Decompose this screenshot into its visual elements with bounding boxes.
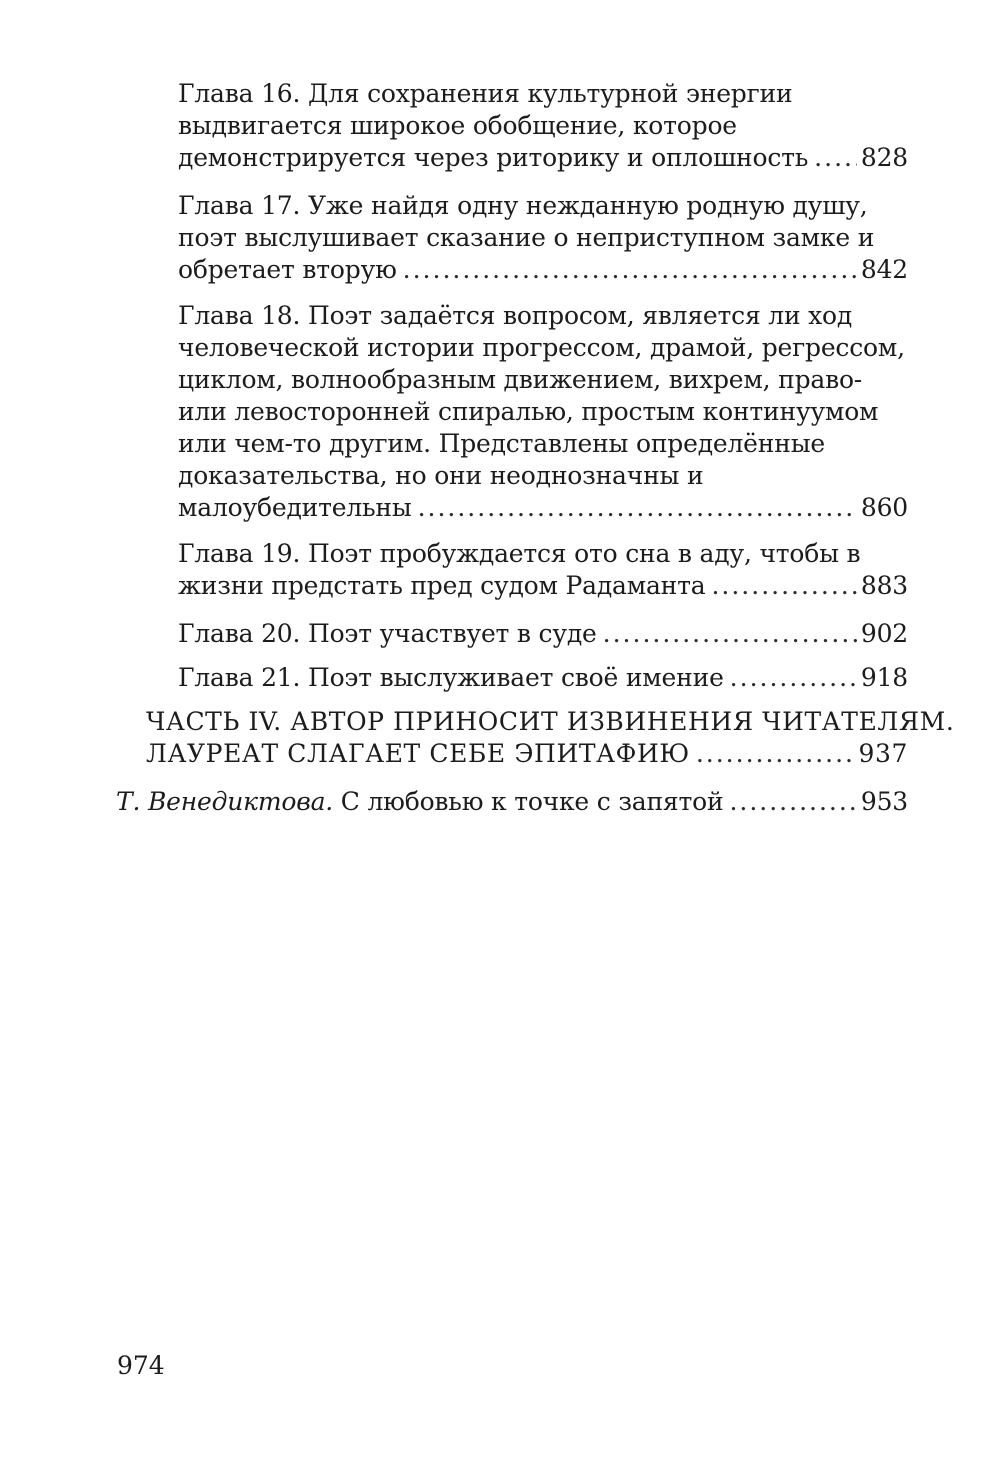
dot-leader — [729, 786, 856, 818]
dot-leader — [814, 142, 857, 174]
entry-line: Глава 21. Поэт выслуживает своё имение — [178, 663, 724, 692]
entry-last-line — [116, 786, 908, 818]
entry-line: ЛАУРЕАТ СЛАГАЕТ СЕБЕ ЭПИТАФИЮ — [146, 739, 690, 768]
toc-entry-chapter-17 — [178, 190, 908, 286]
toc-entry-chapter-20 — [178, 618, 908, 650]
page-reference: 828 — [860, 143, 908, 172]
author-name: Т. Венедиктова. — [116, 787, 334, 816]
page-folio: 974 — [117, 1351, 165, 1380]
entry-line: выдвигается широкое обобщение, которое — [178, 111, 737, 140]
dot-leader — [603, 618, 857, 650]
dot-leader — [696, 738, 855, 770]
page-reference: 937 — [858, 739, 908, 768]
page-reference: 860 — [860, 493, 908, 522]
entry-line: или левосторонней спиралью, простым континуумом — [178, 397, 879, 426]
dot-leader — [418, 492, 857, 524]
toc-entry-chapter-19 — [178, 538, 908, 602]
dot-leader — [403, 254, 857, 286]
entry-line: демонстрируется через риторику и оплошность — [178, 143, 809, 172]
entry-line: обретает вторую — [178, 255, 397, 284]
entry-line: циклом, волнообразным движением, вихрем, право- — [178, 365, 863, 394]
entry-last-line — [178, 570, 908, 602]
entry-line: жизни предстать пред судом Радаманта — [178, 571, 706, 600]
entry-line: доказательства, но они неоднозначны и — [178, 461, 704, 490]
entry-line: Глава 16. Для сохранения культурной энергии — [178, 79, 793, 108]
toc-entry-chapter-16 — [178, 78, 908, 174]
entry-line: С любовью к точке с запятой — [340, 787, 724, 816]
entry-line: ЧАСТЬ IV. АВТОР ПРИНОСИТ ИЗВИНЕНИЯ ЧИТАТЕЛЯМ. — [146, 707, 955, 736]
toc-entry-chapter-18 — [178, 300, 908, 524]
page-reference: 902 — [860, 619, 908, 648]
entry-text — [116, 786, 723, 818]
entry-line: поэт выслушивает сказание о неприступном замке и — [178, 223, 875, 252]
entry-line: человеческой истории прогрессом, драмой, регрессом, — [178, 333, 905, 362]
entry-last-line — [178, 254, 908, 286]
page-reference: 842 — [860, 255, 908, 284]
toc-entry-afterword — [116, 786, 908, 818]
dot-leader — [711, 570, 856, 602]
dot-leader — [730, 662, 857, 694]
entry-line: или чем-то другим. Представлены определённые — [178, 429, 825, 458]
entry-line: малоубедительны — [178, 493, 412, 522]
entry-last-line — [178, 662, 908, 694]
entry-last-line — [178, 618, 908, 650]
page-reference: 918 — [860, 663, 908, 692]
entry-last-line — [178, 142, 908, 174]
entry-line: Глава 18. Поэт задаётся вопросом, является ли ход — [178, 301, 853, 330]
page-reference: 953 — [860, 787, 908, 816]
entry-last-line — [178, 492, 908, 524]
entry-last-line — [146, 738, 908, 770]
entry-line: Глава 17. Уже найдя одну нежданную родную душу, — [178, 191, 868, 220]
page-reference: 883 — [860, 571, 908, 600]
toc-entry-part-4 — [146, 706, 955, 770]
toc-entry-chapter-21 — [178, 662, 908, 694]
entry-line: Глава 19. Поэт пробуждается ото сна в аду, чтобы в — [178, 539, 861, 568]
entry-line: Глава 20. Поэт участвует в суде — [178, 619, 597, 648]
